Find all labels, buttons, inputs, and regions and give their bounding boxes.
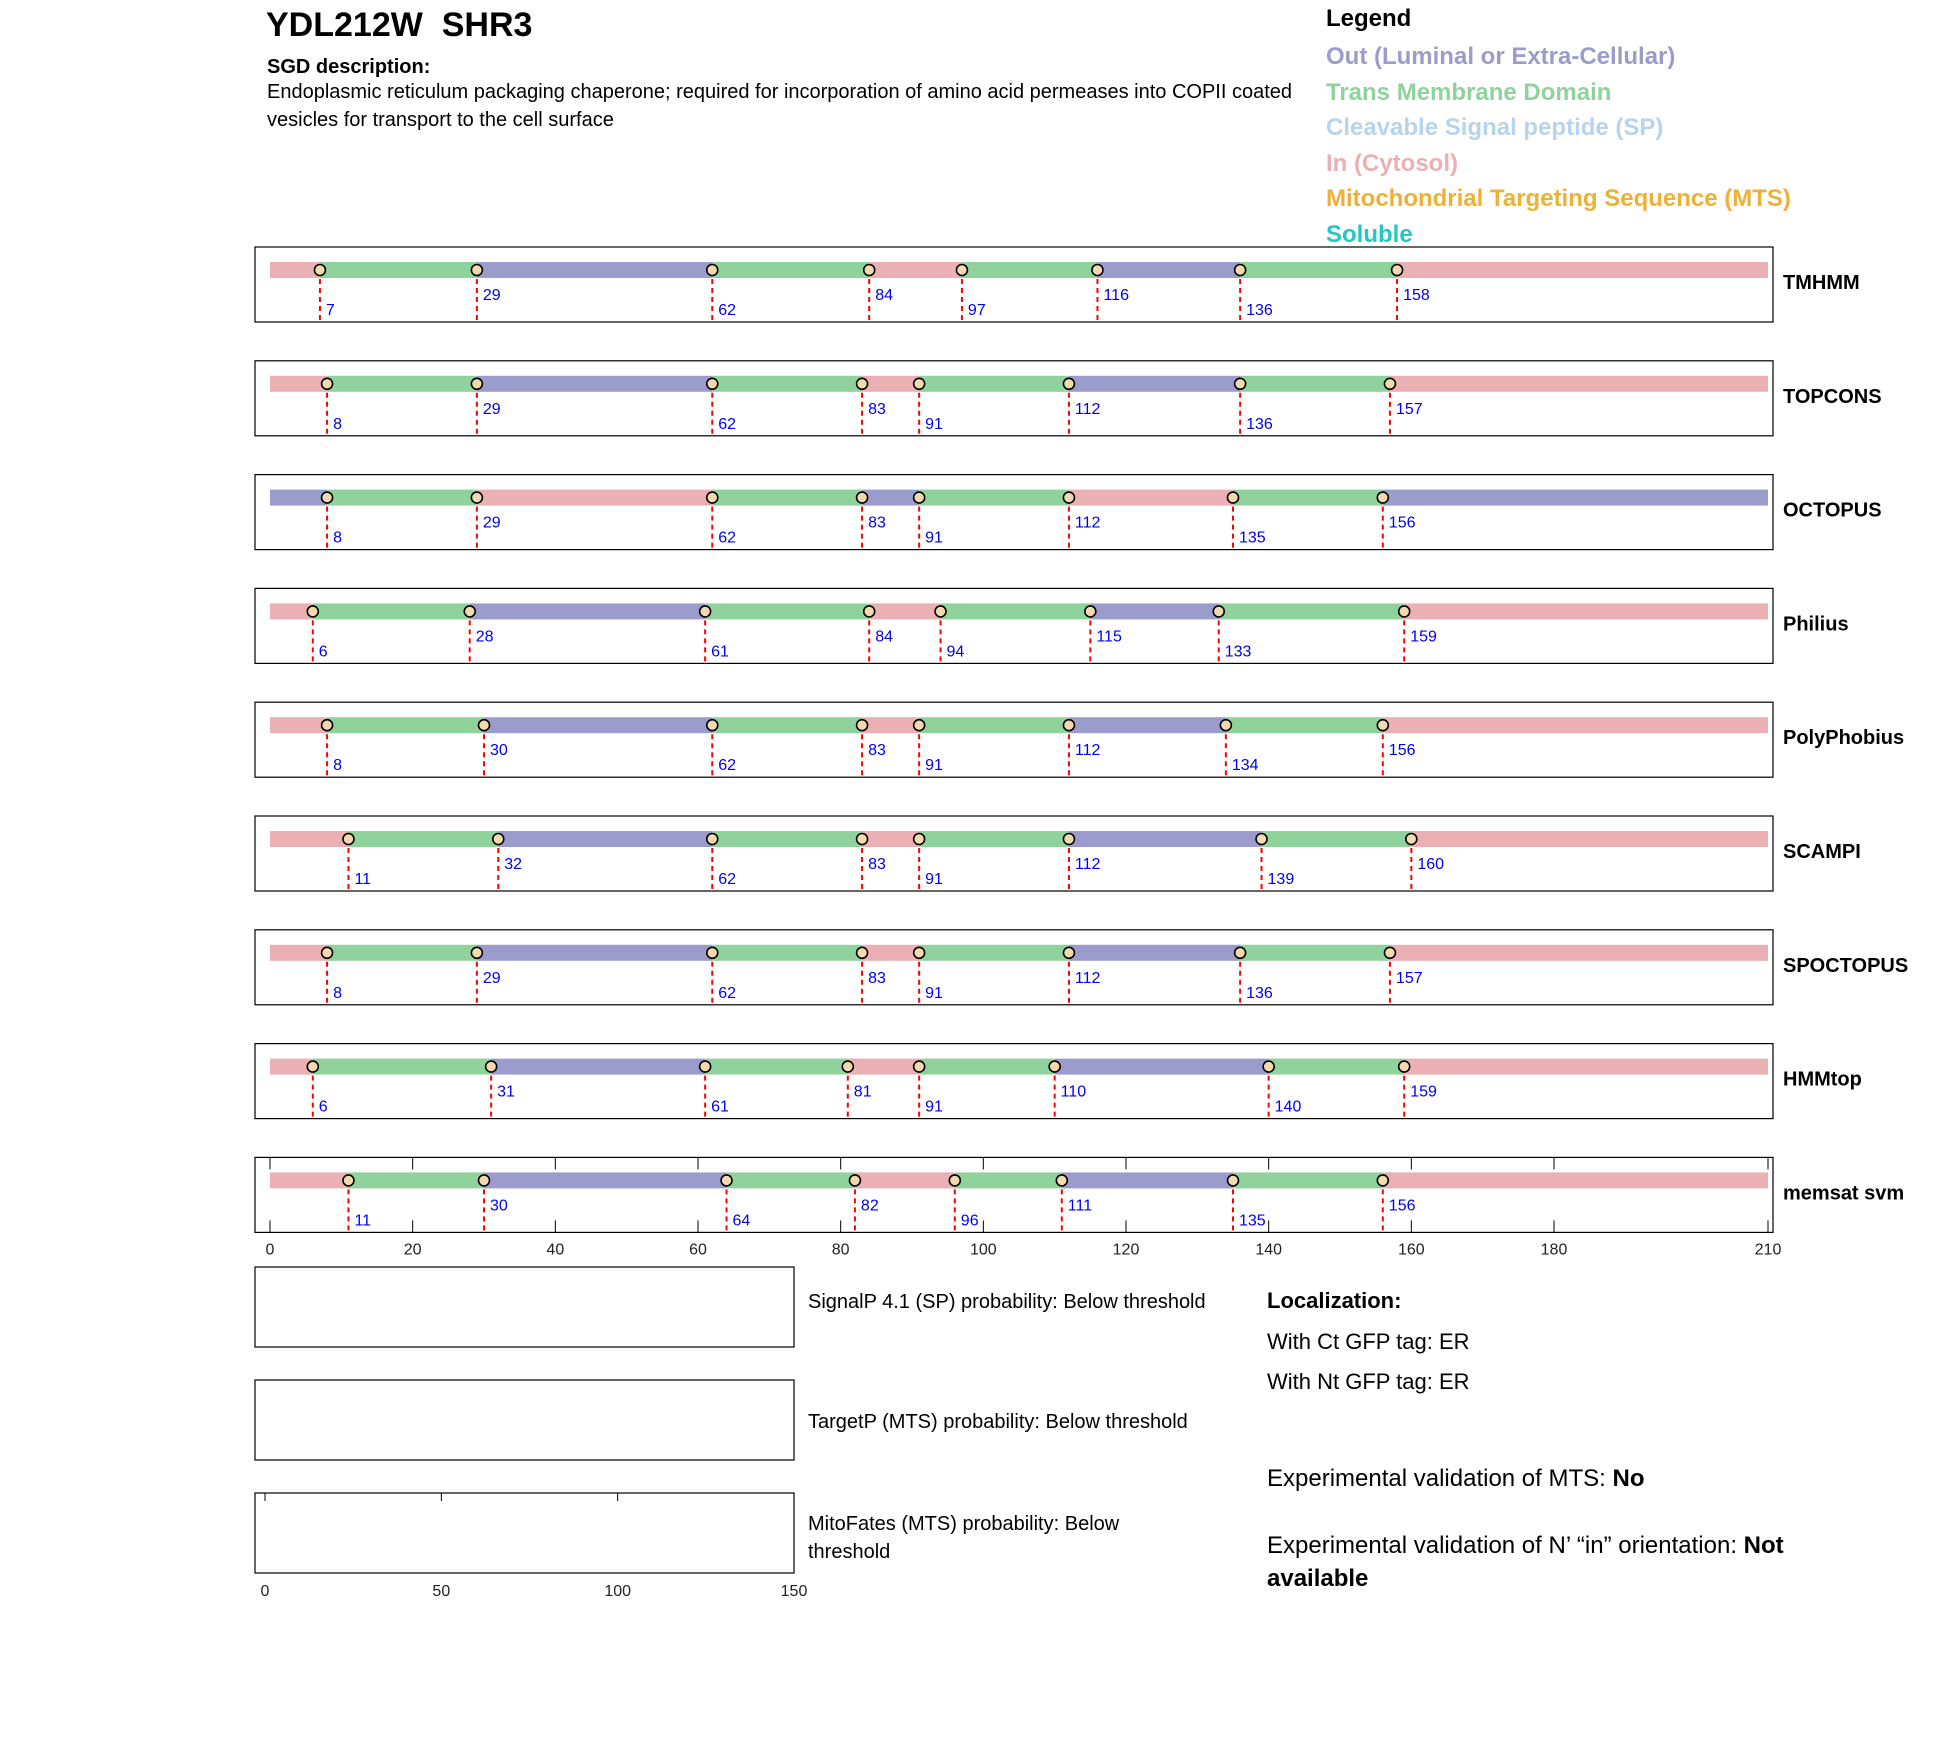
boundary-dot [1384, 947, 1395, 958]
boundary-dot [471, 947, 482, 958]
boundary-label: 139 [1267, 871, 1295, 888]
boundary-label: 62 [718, 529, 737, 547]
boundary-dot [857, 378, 868, 389]
boundary-dot [486, 1061, 497, 1072]
boundary-label: 91 [925, 529, 943, 547]
topology-segment-out [1069, 376, 1240, 392]
boundary-label: 8 [333, 757, 342, 775]
topology-segment-in [270, 717, 327, 733]
topology-segment-out [1097, 262, 1240, 278]
boundary-dot [493, 834, 504, 845]
boundary-label: 11 [354, 1212, 372, 1230]
predictor-label: PolyPhobius [1783, 727, 1905, 750]
page-title: YDL212W SHR3 [266, 6, 533, 44]
boundary-label: 136 [1246, 984, 1273, 1002]
topology-segment-out [1062, 1172, 1233, 1188]
boundary-label: 83 [868, 742, 886, 760]
topology-segment-out [491, 1059, 705, 1075]
boundary-label: 156 [1388, 1197, 1416, 1215]
boundary-dot [857, 947, 868, 958]
localization-nt: With Nt GFP tag: ER [1267, 1369, 1470, 1394]
boundary-label: 135 [1239, 1212, 1266, 1230]
topology-segment-out [1383, 490, 1768, 506]
boundary-label: 28 [475, 628, 494, 646]
boundary-dot [1063, 834, 1074, 845]
boundary-dot [707, 265, 718, 276]
sgd-description-text: Endoplasmic reticulum packaging chaperone; required for incorporation of amino acid permeases into COPII coated vesicles for transport to the cell surface [267, 81, 1292, 131]
topology-segment-tm [962, 262, 1098, 278]
topology-segment-tm [941, 603, 1091, 619]
topology-segment-in [848, 1059, 919, 1075]
boundary-label: 140 [1274, 1098, 1302, 1116]
boundary-label: 116 [1103, 287, 1129, 304]
boundary-label: 8 [333, 984, 342, 1002]
boundary-dot [721, 1175, 732, 1186]
topology-segment-tm [313, 1059, 491, 1075]
topology-segment-tm [1240, 376, 1390, 392]
boundary-dot [864, 606, 875, 617]
topology-segment-out [1090, 603, 1218, 619]
topology-segment-in [855, 1172, 955, 1188]
topology-segment-out [1069, 945, 1240, 961]
mitofates-probability-label: MitoFates (MTS) probability: Below threshold [808, 1513, 1120, 1563]
predictor-label: TMHMM [1783, 272, 1860, 294]
axis-tick-label: 180 [1540, 1241, 1568, 1259]
topology-segment-tm [919, 490, 1069, 506]
boundary-label: 159 [1410, 1083, 1437, 1101]
boundary-label: 134 [1231, 757, 1259, 775]
topology-segment-in [862, 945, 919, 961]
boundary-dot [842, 1061, 853, 1072]
boundary-dot [1235, 378, 1246, 389]
topology-segment-tm [348, 831, 498, 847]
boundary-dot [1220, 720, 1231, 731]
boundary-label: 29 [482, 514, 501, 532]
boundary-label: 91 [925, 984, 943, 1002]
boundary-label: 8 [333, 415, 342, 433]
topology-segment-tm [1233, 490, 1383, 506]
boundary-dot [479, 720, 490, 731]
boundary-label: 112 [1074, 742, 1101, 760]
boundary-dot [479, 1175, 490, 1186]
boundary-dot [471, 492, 482, 503]
boundary-dot [1228, 492, 1239, 503]
boundary-dot [857, 492, 868, 503]
experimental-mts [1267, 1462, 1867, 1495]
boundary-label: 7 [325, 302, 335, 319]
boundary-label: 62 [718, 302, 737, 319]
boundary-label: 133 [1224, 643, 1252, 661]
topology-segment-out [270, 490, 327, 506]
boundary-label: 81 [853, 1083, 872, 1101]
boundary-dot [914, 1061, 925, 1072]
boundary-label: 29 [482, 287, 501, 304]
boundary-label: 157 [1395, 969, 1423, 987]
boundary-dot [914, 947, 925, 958]
topology-segment-in [1069, 490, 1233, 506]
experimental-mts-value: No [1612, 1465, 1645, 1492]
topology-segment-tm [919, 831, 1069, 847]
experimental-nin-value: Not available [1267, 1532, 1784, 1592]
track-frame [255, 702, 1773, 777]
topology-segment-out [484, 717, 712, 733]
predictor-label: SCAMPI [1783, 841, 1861, 863]
boundary-dot [707, 378, 718, 389]
localization-ct: With Ct GFP tag: ER [1267, 1329, 1470, 1354]
topology-segment-tm [919, 945, 1069, 961]
experimental-nin-label: Experimental validation of N’ “in” orientation: [1267, 1532, 1744, 1559]
track-frame [255, 930, 1773, 1005]
topology-segment-in [869, 262, 962, 278]
experimental-nin [1267, 1529, 1867, 1595]
boundary-dot [1085, 606, 1096, 617]
track-frame [255, 1044, 1773, 1119]
boundary-dot [322, 492, 333, 503]
boundary-dot [935, 606, 946, 617]
topology-segment-in [1390, 945, 1768, 961]
boundary-dot [1399, 606, 1410, 617]
legend-item: Mitochondrial Targeting Sequence (MTS) [1326, 185, 1791, 212]
topology-segment-in [1411, 831, 1768, 847]
topology-segment-in [862, 376, 919, 392]
topology-segment-in [869, 603, 940, 619]
boundary-dot [914, 720, 925, 731]
boundary-label: 96 [960, 1212, 979, 1230]
boundary-label: 112 [1074, 514, 1101, 532]
topology-segment-in [477, 490, 712, 506]
boundary-label: 30 [490, 1197, 508, 1215]
topology-segment-tm [712, 376, 862, 392]
topology-segment-tm [1240, 262, 1397, 278]
topology-segment-in [270, 831, 348, 847]
track-frame [255, 1157, 1773, 1232]
boundary-dot [471, 378, 482, 389]
boundary-label: 136 [1246, 415, 1273, 433]
boundary-label: 83 [868, 400, 886, 418]
boundary-dot [307, 1061, 318, 1072]
topology-segment-out [477, 262, 712, 278]
boundary-label: 29 [482, 969, 501, 987]
boundary-label: 83 [868, 969, 886, 987]
axis-tick-label: 120 [1112, 1241, 1140, 1259]
prob-axis-tick-label: 0 [260, 1583, 270, 1600]
boundary-label: 136 [1246, 302, 1273, 319]
topology-segment-in [862, 831, 919, 847]
boundary-dot [1235, 265, 1246, 276]
boundary-dot [707, 947, 718, 958]
boundary-dot [914, 834, 925, 845]
boundary-dot [1228, 1175, 1239, 1186]
topology-segment-tm [327, 945, 477, 961]
topology-segment-in [270, 1172, 348, 1188]
topology-segment-tm [712, 717, 862, 733]
axis-tick-label: 20 [403, 1241, 422, 1259]
boundary-dot [1384, 378, 1395, 389]
topology-segment-in [1383, 717, 1768, 733]
topology-segment-tm [727, 1172, 855, 1188]
track-frame [255, 361, 1773, 436]
boundary-label: 62 [718, 757, 737, 775]
topology-segment-tm [1240, 945, 1390, 961]
boundary-dot [471, 265, 482, 276]
boundary-dot [1213, 606, 1224, 617]
boundary-dot [1377, 1175, 1388, 1186]
boundary-dot [343, 834, 354, 845]
experimental-mts-label: Experimental validation of MTS: [1267, 1465, 1613, 1492]
boundary-label: 160 [1417, 856, 1445, 873]
boundary-dot [707, 720, 718, 731]
topology-segment-out [862, 490, 919, 506]
boundary-dot [1063, 720, 1074, 731]
boundary-dot [949, 1175, 960, 1186]
legend-item: Cleavable Signal peptide (SP) [1326, 114, 1664, 141]
probability-box [255, 1267, 794, 1347]
topology-segment-in [270, 376, 327, 392]
topology-segment-in [1390, 376, 1768, 392]
prob-axis-tick-label: 50 [432, 1583, 451, 1600]
predictor-label: HMMtop [1783, 1068, 1862, 1091]
topology-segment-tm [712, 945, 862, 961]
boundary-dot [464, 606, 475, 617]
topology-segment-in [862, 717, 919, 733]
boundary-dot [1392, 265, 1403, 276]
boundary-label: 62 [718, 415, 737, 433]
predictor-label: TOPCONS [1783, 385, 1882, 408]
track-frame [255, 588, 1773, 663]
boundary-dot [956, 265, 967, 276]
boundary-dot [1056, 1175, 1067, 1186]
boundary-label: 112 [1074, 400, 1101, 418]
boundary-dot [1235, 947, 1246, 958]
boundary-label: 8 [333, 529, 342, 547]
topology-segment-tm [919, 376, 1069, 392]
boundary-dot [700, 1061, 711, 1072]
boundary-label: 157 [1395, 400, 1423, 418]
boundary-dot [700, 606, 711, 617]
topology-segment-tm [1219, 603, 1404, 619]
boundary-dot [857, 834, 868, 845]
topology-segment-tm [705, 1059, 848, 1075]
boundary-label: 6 [318, 643, 328, 661]
track-frame [255, 816, 1773, 891]
boundary-label: 91 [925, 1098, 943, 1116]
boundary-label: 11 [354, 871, 372, 888]
localization-title: Localization: [1267, 1288, 1402, 1313]
topology-segment-tm [705, 603, 869, 619]
boundary-dot [864, 265, 875, 276]
topology-segment-in [270, 262, 320, 278]
boundary-dot [914, 378, 925, 389]
topology-segment-in [1383, 1172, 1768, 1188]
boundary-dot [314, 265, 325, 276]
axis-tick-label: 140 [1255, 1241, 1283, 1259]
boundary-dot [1063, 492, 1074, 503]
boundary-label: 91 [925, 871, 943, 888]
boundary-dot [1399, 1061, 1410, 1072]
boundary-label: 61 [711, 1098, 729, 1116]
axis-tick-label: 0 [265, 1241, 275, 1259]
boundary-dot [914, 492, 925, 503]
boundary-dot [707, 492, 718, 503]
axis-tick-label: 40 [546, 1241, 565, 1259]
boundary-label: 30 [490, 742, 508, 760]
boundary-dot [322, 378, 333, 389]
boundary-dot [849, 1175, 860, 1186]
predictor-label: SPOCTOPUS [1783, 954, 1909, 977]
topology-segment-out [1069, 717, 1226, 733]
boundary-label: 91 [925, 415, 943, 433]
probability-box [255, 1493, 794, 1573]
topology-segment-in [270, 945, 327, 961]
boundary-dot [343, 1175, 354, 1186]
topology-segment-tm [320, 262, 477, 278]
topology-segment-out [498, 831, 712, 847]
topology-segment-tm [327, 490, 477, 506]
boundary-dot [1049, 1061, 1060, 1072]
boundary-label: 91 [925, 757, 943, 775]
boundary-dot [307, 606, 318, 617]
probability-box [255, 1380, 794, 1460]
axis-tick-label: 210 [1754, 1241, 1782, 1259]
topology-segment-tm [712, 262, 869, 278]
boundary-label: 159 [1410, 628, 1437, 646]
boundary-dot [857, 720, 868, 731]
boundary-dot [707, 834, 718, 845]
boundary-label: 84 [875, 287, 893, 304]
legend-item: In (Cytosol) [1326, 149, 1458, 177]
legend-title: Legend [1326, 5, 1412, 32]
boundary-label: 32 [504, 856, 523, 873]
boundary-dot [1377, 720, 1388, 731]
topology-segment-in [270, 603, 313, 619]
boundary-dot [1377, 492, 1388, 503]
prob-axis-tick-label: 100 [604, 1583, 632, 1600]
predictor-label: Philius [1783, 613, 1849, 636]
boundary-dot [1063, 378, 1074, 389]
boundary-dot [1063, 947, 1074, 958]
legend-item: Soluble [1326, 220, 1413, 248]
boundary-label: 110 [1060, 1083, 1087, 1101]
axis-tick-label: 160 [1397, 1241, 1425, 1259]
boundary-label: 111 [1067, 1197, 1093, 1215]
topology-segment-tm [919, 1059, 1055, 1075]
prob-axis-tick-label: 150 [780, 1583, 808, 1600]
boundary-label: 112 [1074, 969, 1101, 987]
boundary-label: 6 [318, 1098, 328, 1116]
topology-segment-tm [712, 490, 862, 506]
axis-tick-label: 100 [969, 1241, 997, 1259]
boundary-label: 156 [1388, 514, 1416, 532]
track-frame [255, 475, 1773, 550]
predictor-label: OCTOPUS [1783, 499, 1882, 522]
topology-segment-tm [348, 1172, 484, 1188]
topology-segment-out [1055, 1059, 1269, 1075]
topology-segment-out [470, 603, 705, 619]
boundary-dot [1406, 834, 1417, 845]
boundary-label: 158 [1403, 287, 1430, 304]
topology-segment-in [1397, 262, 1768, 278]
boundary-dot [1256, 834, 1267, 845]
targetp-probability-label: TargetP (MTS) probability: Below threshold [808, 1411, 1188, 1433]
boundary-label: 29 [482, 400, 501, 418]
boundary-dot [322, 720, 333, 731]
predictor-label: memsat svm [1783, 1182, 1905, 1205]
topology-segment-in [1404, 1059, 1768, 1075]
legend-item: Out (Luminal or Extra-Cellular) [1326, 43, 1676, 70]
boundary-dot [1263, 1061, 1274, 1072]
boundary-label: 84 [875, 628, 893, 646]
topology-segment-tm [327, 717, 484, 733]
topology-segment-out [477, 945, 712, 961]
boundary-label: 97 [967, 302, 986, 319]
boundary-label: 112 [1074, 856, 1101, 873]
topology-segment-in [1404, 603, 1768, 619]
sgd-description-label: SGD description: [267, 56, 431, 78]
topology-segment-tm [1262, 831, 1412, 847]
legend-item: Trans Membrane Domain [1326, 78, 1612, 106]
topology-segment-out [484, 1172, 727, 1188]
boundary-label: 62 [718, 871, 737, 888]
boundary-label: 61 [711, 643, 729, 661]
boundary-label: 83 [868, 856, 886, 873]
axis-tick-label: 80 [831, 1241, 850, 1259]
boundary-label: 115 [1096, 628, 1122, 646]
signalp-probability-label: SignalP 4.1 (SP) probability: Below threshold [808, 1291, 1206, 1313]
boundary-label: 62 [718, 984, 737, 1002]
topology-segment-tm [1233, 1172, 1383, 1188]
boundary-label: 156 [1388, 742, 1416, 760]
topology-segment-tm [1269, 1059, 1405, 1075]
topology-segment-tm [1226, 717, 1383, 733]
boundary-dot [322, 947, 333, 958]
topology-segment-tm [919, 717, 1069, 733]
topology-segment-tm [955, 1172, 1062, 1188]
topology-segment-tm [327, 376, 477, 392]
boundary-label: 82 [860, 1197, 879, 1215]
boundary-label: 135 [1239, 529, 1266, 547]
topology-segment-tm [712, 831, 862, 847]
axis-tick-label: 60 [689, 1241, 707, 1259]
topology-segment-in [270, 1059, 313, 1075]
boundary-label: 64 [732, 1212, 751, 1230]
topology-segment-out [477, 376, 712, 392]
boundary-dot [1092, 265, 1103, 276]
boundary-label: 83 [868, 514, 886, 532]
topology-segment-tm [313, 603, 470, 619]
topology-segment-out [1069, 831, 1262, 847]
boundary-label: 94 [946, 643, 965, 661]
track-frame [255, 247, 1773, 322]
boundary-label: 31 [497, 1083, 515, 1101]
